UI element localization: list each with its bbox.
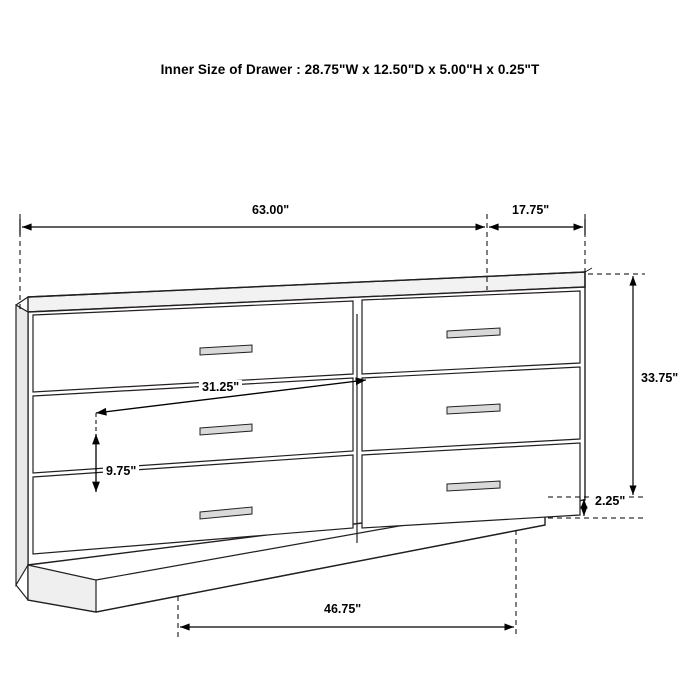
dresser-back-edge-hint [585, 268, 592, 272]
drawer-right-middle[interactable] [362, 367, 580, 451]
drawer-right-top[interactable] [362, 291, 580, 374]
dimension-label-base-width: 46.75" [321, 602, 364, 616]
dimension-label-drawer-interior-width: 31.25" [199, 380, 242, 394]
dresser-left-side-panel [16, 305, 28, 585]
dimension-label-drawer-height: 9.75" [103, 464, 139, 478]
dimension-label-depth: 17.75" [509, 203, 552, 217]
dresser-body [16, 268, 592, 612]
dimension-label-height: 33.75" [638, 371, 681, 385]
dresser-left-top-edge [16, 297, 28, 305]
page-title: Inner Size of Drawer : 28.75"W x 12.50"D x 5.00"H x 0.25"T [160, 62, 540, 77]
dimension-label-width: 63.00" [249, 203, 292, 217]
dimension-label-base-clearance: 2.25" [592, 494, 628, 508]
dresser-base-left-foot [16, 585, 28, 600]
drawer-right-bottom[interactable] [362, 443, 580, 528]
